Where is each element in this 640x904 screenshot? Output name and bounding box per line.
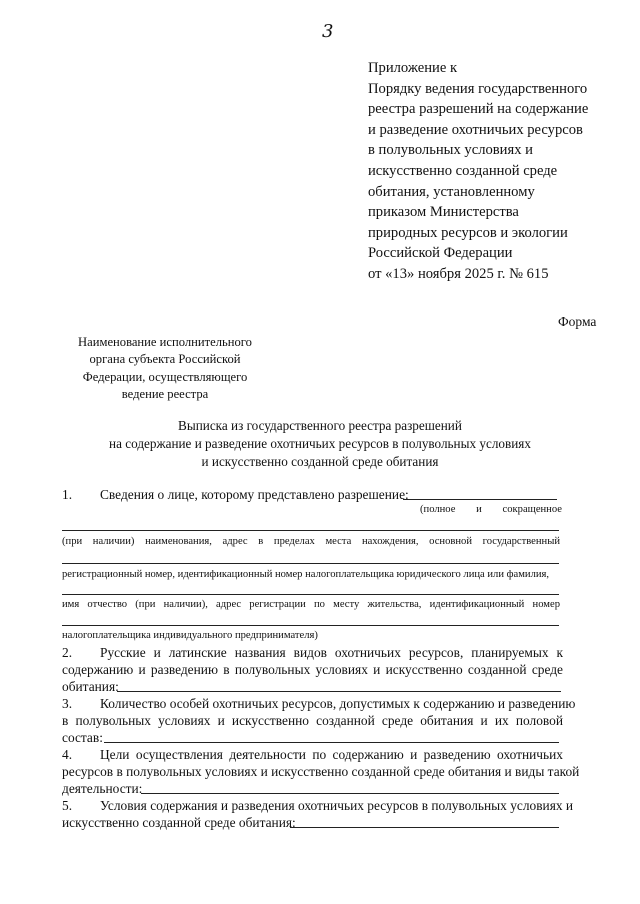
- item-text: в полувольных условиях и искусственно созданной среде обитания и их половой: [62, 713, 563, 728]
- hint-text: (при наличии) наименования, адрес в пределах места нахождения, основной государственный: [62, 536, 560, 547]
- appendix-line: и разведение охотничьих ресурсов: [368, 121, 583, 138]
- fill-line[interactable]: [104, 742, 559, 743]
- appendix-line: реестра разрешений на содержание: [368, 101, 589, 118]
- appendix-line: приказом Министерства: [368, 204, 519, 221]
- appendix-line: в полувольных условиях и: [368, 142, 533, 159]
- appendix-line: природных ресурсов и экологии: [368, 224, 568, 241]
- item-text: состав:: [62, 730, 103, 745]
- appendix-line: искусственно созданной среде: [368, 162, 558, 179]
- item-number: 2.: [62, 645, 73, 660]
- title-line: и искусственно созданной среде обитания: [201, 453, 439, 469]
- fill-line[interactable]: [141, 793, 559, 794]
- fill-line[interactable]: [62, 530, 559, 531]
- hint-text: регистрационный номер, идентификационный номер налогоплательщика юридического лица или фамилия,: [62, 569, 550, 580]
- fill-line[interactable]: [62, 625, 559, 626]
- form-label: Форма: [558, 314, 597, 329]
- item-text: Условия содержания и разведения охотничьих ресурсов в полувольных условиях и: [100, 798, 574, 813]
- hint-text: имя отчество (при наличии), адрес регистрации по месту жительства, идентификационный номер: [62, 599, 560, 610]
- fill-line[interactable]: [403, 499, 557, 500]
- item-text: ресурсов в полувольных условиях и искусственно созданной среде обитания и виды такой: [62, 764, 580, 779]
- item-number: 3.: [62, 696, 73, 711]
- fill-line[interactable]: [290, 827, 559, 828]
- title-line: Выписка из государственного реестра разрешений: [178, 418, 462, 433]
- issuer-line: Наименование исполнительного: [78, 335, 252, 349]
- item-text: Сведения о лице, которому представлено разрешение:: [100, 487, 409, 502]
- page-number: 3: [322, 21, 334, 42]
- appendix-line: обитания, установленному: [368, 183, 535, 200]
- appendix-block: [368, 58, 608, 285]
- issuer-line: Федерации, осуществляющего: [82, 369, 248, 384]
- item-text: Количество особей охотничьих ресурсов, допустимых к содержанию и разведению: [100, 696, 576, 711]
- issuer-line: органа субъекта Российской: [89, 352, 241, 367]
- issuer-line: ведение реестра: [121, 387, 209, 402]
- appendix-line: Российской Федерации: [368, 245, 513, 262]
- issuer-block: [60, 334, 270, 404]
- item-text: обитания:: [62, 679, 119, 694]
- item-number: 5.: [62, 798, 73, 813]
- fill-line[interactable]: [62, 563, 559, 564]
- item-text: деятельности:: [62, 781, 143, 796]
- item-number: 1.: [62, 487, 73, 502]
- item-text: искусственно созданной среде обитания:: [62, 815, 296, 830]
- title-line: на содержание и разведение охотничьих ресурсов в полувольных условиях: [109, 435, 531, 451]
- document-title: [60, 417, 580, 470]
- item-text: Цели осуществления деятельности по содержанию и разведению охотничьих: [100, 747, 563, 762]
- appendix-line: Порядку ведения государственного: [368, 80, 588, 97]
- appendix-line: от «13» ноября 2025 г. № 615: [368, 265, 549, 282]
- appendix-line: Приложение к: [368, 60, 458, 76]
- item-text: Русские и латинские названия видов охотничьих ресурсов, планируемых к: [100, 645, 563, 660]
- fill-line[interactable]: [62, 594, 559, 595]
- item-number: 4.: [62, 747, 73, 762]
- fill-line[interactable]: [117, 691, 561, 692]
- hint-text: налогоплательщика индивидуального предпринимателя): [62, 630, 318, 641]
- item-text: содержанию и разведению в полувольных условиях и искусственно созданной среде: [62, 662, 563, 677]
- hint-text: (полное и сокращенное: [420, 504, 562, 515]
